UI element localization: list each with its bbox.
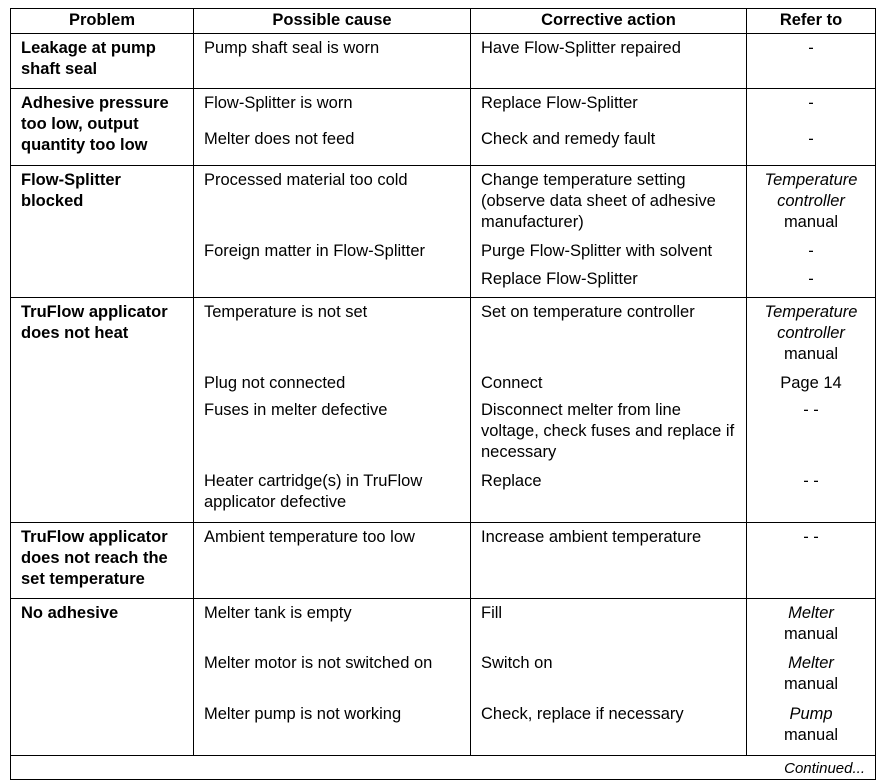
table-row <box>11 298 876 523</box>
refer-value: - - <box>803 401 819 419</box>
action-entry: Check, replace if necessary <box>481 705 684 723</box>
problem-cell: Flow-Splitter blocked <box>11 166 194 298</box>
action-entry: Connect <box>481 374 543 392</box>
refer-cell <box>747 298 876 523</box>
refer-value: manual <box>783 625 839 643</box>
cause-entry: Heater cartridge(s) in TruFlow applicator defective <box>204 472 423 511</box>
action-entry: Increase ambient temperature <box>481 528 702 546</box>
refer-entry <box>757 603 865 653</box>
problem-cell: TruFlow applicator does not heat <box>11 298 194 523</box>
cause-entry: Flow-Splitter is worn <box>204 94 353 112</box>
refer-entry <box>757 302 865 373</box>
header-cause: Possible cause <box>194 9 471 34</box>
refer-entry <box>757 93 865 129</box>
action-entry: Replace <box>481 472 542 490</box>
refer-value: manual <box>783 345 839 363</box>
action-entry: Fill <box>481 604 503 622</box>
refer-cell <box>747 89 876 166</box>
cause-cell <box>194 89 471 166</box>
cause-entry: Ambient temperature too low <box>204 528 415 546</box>
refer-value: manual <box>783 675 839 693</box>
action-cell <box>471 89 747 166</box>
action-cell <box>471 523 747 599</box>
header-action: Corrective action <box>471 9 747 34</box>
problem-cell: Leakage at pump shaft seal <box>11 34 194 89</box>
cause-entry: Foreign matter in Flow-Splitter <box>204 242 425 260</box>
cause-entry <box>204 269 460 297</box>
table-row <box>11 34 876 89</box>
action-entry: Change temperature setting (observe data sheet of adhesive manufacturer) <box>481 171 716 231</box>
refer-document-title: Temperature controller <box>764 171 858 210</box>
cause-entry: Temperature is not set <box>204 303 368 321</box>
table-row <box>11 89 876 166</box>
refer-cell <box>747 34 876 89</box>
table-row <box>11 523 876 599</box>
cause-entry: Melter tank is empty <box>204 604 352 622</box>
troubleshooting-page <box>10 8 875 780</box>
refer-entry <box>757 269 865 297</box>
refer-value: - <box>808 94 814 112</box>
action-entry: Replace Flow-Splitter <box>481 270 638 288</box>
cause-cell <box>194 298 471 523</box>
action-cell <box>471 34 747 89</box>
refer-value: - <box>808 130 814 148</box>
cause-cell <box>194 523 471 599</box>
refer-entry <box>757 129 865 165</box>
refer-value: - <box>808 242 814 260</box>
troubleshooting-table <box>10 8 876 780</box>
cause-entry: Melter pump is not working <box>204 705 402 723</box>
refer-entry <box>757 471 865 522</box>
refer-value: - - <box>803 472 819 490</box>
refer-value: - <box>808 270 814 288</box>
table-body <box>11 34 876 780</box>
refer-value: manual <box>783 726 839 744</box>
action-entry: Check and remedy fault <box>481 130 656 148</box>
refer-cell <box>747 166 876 298</box>
cause-entry: Pump shaft seal is worn <box>204 39 380 57</box>
continued-label: Continued... <box>11 756 876 780</box>
header-refer: Refer to <box>747 9 876 34</box>
action-cell <box>471 599 747 756</box>
refer-entry <box>757 373 865 400</box>
refer-document-title: Temperature controller <box>764 303 858 342</box>
action-entry: Set on temperature controller <box>481 303 695 321</box>
action-entry: Replace Flow-Splitter <box>481 94 638 112</box>
refer-value: - - <box>803 528 819 546</box>
cause-entry: Plug not connected <box>204 374 346 392</box>
refer-value: manual <box>783 213 839 231</box>
refer-entry <box>757 653 865 704</box>
cause-cell <box>194 34 471 89</box>
refer-value: - <box>808 39 814 57</box>
action-cell <box>471 298 747 523</box>
refer-value: Page 14 <box>780 374 842 392</box>
action-entry: Have Flow-Splitter repaired <box>481 39 681 57</box>
refer-entry <box>757 170 865 241</box>
cause-entry: Fuses in melter defective <box>204 401 388 419</box>
refer-entry <box>757 38 865 88</box>
action-cell <box>471 166 747 298</box>
header-row <box>11 9 876 34</box>
refer-cell <box>747 523 876 599</box>
refer-document-title: Pump <box>789 705 833 723</box>
continued-row <box>11 756 876 780</box>
problem-cell: Adhesive pressure too low, output quantity too low <box>11 89 194 166</box>
cause-entry: Melter does not feed <box>204 130 355 148</box>
action-entry: Purge Flow-Splitter with solvent <box>481 242 713 260</box>
problem-cell: TruFlow applicator does not reach the set temperature <box>11 523 194 599</box>
refer-entry <box>757 241 865 269</box>
action-entry: Switch on <box>481 654 553 672</box>
table-row <box>11 599 876 756</box>
refer-entry <box>757 704 865 755</box>
refer-entry <box>757 527 865 598</box>
cause-cell <box>194 166 471 298</box>
cause-entry: Melter motor is not switched on <box>204 654 433 672</box>
problem-cell: No adhesive <box>11 599 194 756</box>
refer-document-title: Melter <box>788 654 834 672</box>
header-problem: Problem <box>11 9 194 34</box>
refer-cell <box>747 599 876 756</box>
refer-document-title: Melter <box>788 604 834 622</box>
table-row <box>11 166 876 298</box>
action-entry: Disconnect melter from line voltage, check fuses and replace if necessary <box>481 401 735 461</box>
refer-entry <box>757 400 865 471</box>
cause-cell <box>194 599 471 756</box>
cause-entry: Processed material too cold <box>204 171 408 189</box>
